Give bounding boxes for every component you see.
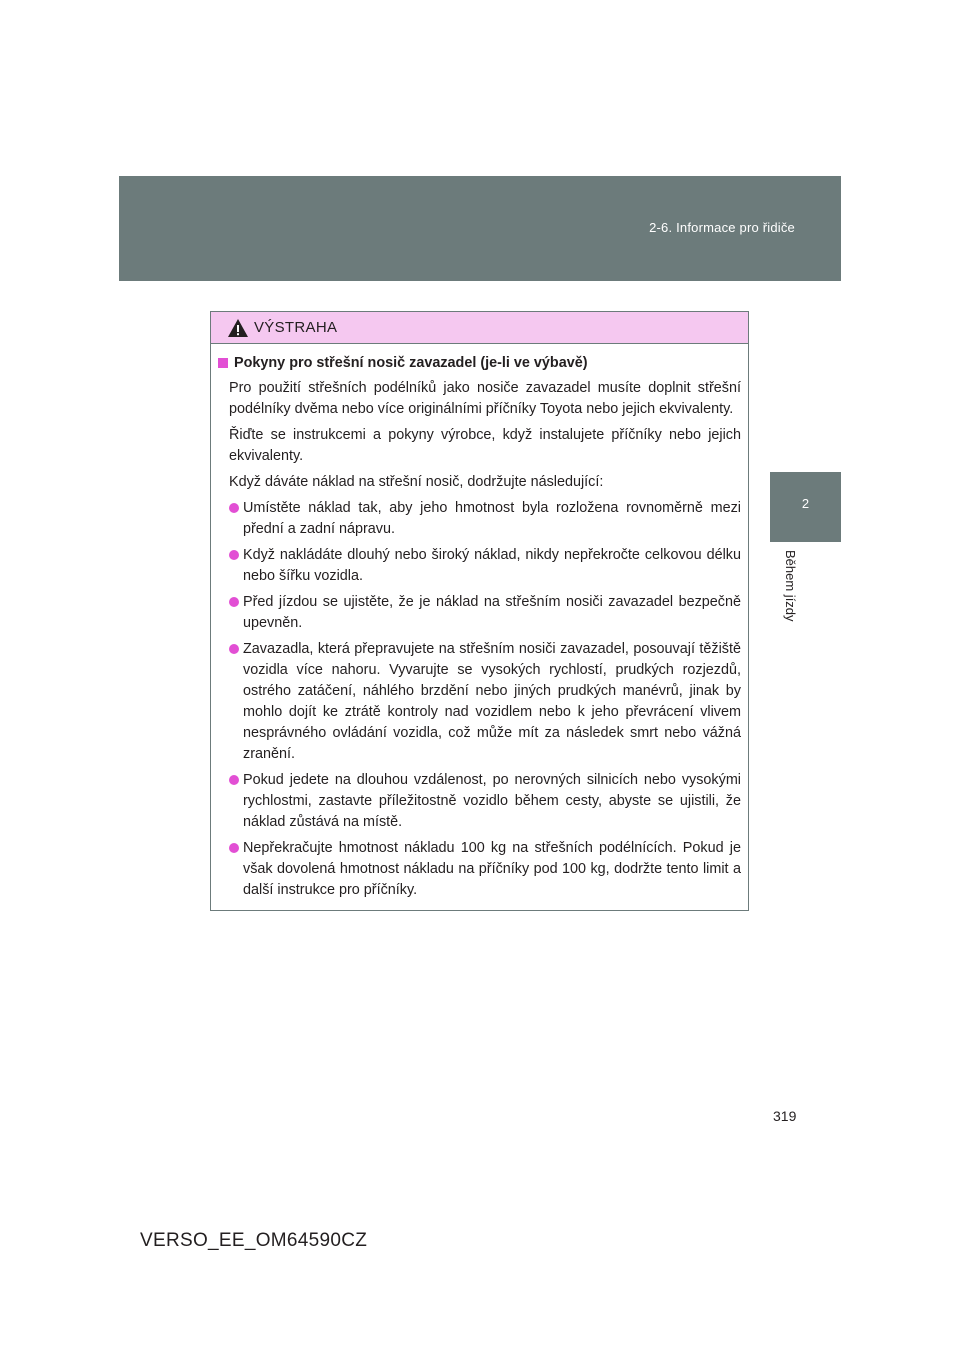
warning-triangle-icon bbox=[227, 318, 249, 338]
bullet-item bbox=[218, 545, 741, 587]
square-bullet-icon bbox=[218, 358, 228, 368]
bullet-item bbox=[218, 838, 741, 901]
document-code: VERSO_EE_OM64590CZ bbox=[140, 1230, 368, 1251]
bullet-text: Před jízdou se ujistěte, že je náklad na střešním nosiči zavazadel bezpečně upevněn. bbox=[243, 594, 741, 631]
chapter-number: 2 bbox=[801, 496, 810, 511]
warning-box bbox=[210, 311, 749, 911]
bullet-item bbox=[218, 770, 741, 833]
paragraph: Když dáváte náklad na střešní nosič, dodržujte následující: bbox=[229, 474, 604, 490]
bullet-item bbox=[218, 498, 741, 540]
bullet-item bbox=[218, 639, 741, 765]
section-title: 2-6. Informace pro řidiče bbox=[649, 220, 795, 235]
round-bullet-icon bbox=[229, 550, 239, 560]
round-bullet-icon bbox=[229, 503, 239, 513]
warning-section-heading bbox=[218, 353, 741, 374]
warning-body bbox=[211, 344, 748, 901]
bullet-text: Nepřekračujte hmotnost nákladu 100 kg na střešních podélnících. Pokud je však dovolená hmotnost nákladu na příčníky pod 100 kg, dodržte tento limit a další instrukce pro příčníky. bbox=[243, 840, 741, 898]
round-bullet-icon bbox=[229, 775, 239, 785]
round-bullet-icon bbox=[229, 597, 239, 607]
warning-header bbox=[211, 312, 748, 344]
warning-section-title: Pokyny pro střešní nosič zavazadel (je-li ve výbavě) bbox=[234, 355, 588, 371]
bullet-text: Umístěte náklad tak, aby jeho hmotnost byla rozložena rovnoměrně mezi přední a zadní nápravu. bbox=[243, 500, 741, 537]
bullet-text: Zavazadla, která přepravujete na střešním nosiči zavazadel, posouvají těžiště vozidla více nahoru. Vyvarujte se vysokých rychlostí, prudkých rozjezdů, ostrého zatáčení, náhlého brzdění nebo jiných prudkých manévrů, jinak by mohlo dojít ke ztrátě kontroly nad vozidlem nebo k jeho převrácení vlivem nesprávného ovládání vozidla, což může mít za následek smrt nebo vážná zranění. bbox=[243, 641, 741, 762]
paragraph: Pro použití střešních podélníků jako nosiče zavazadel musíte doplnit střešní podélníky dvěma nebo více originálními příčníky Toyota nebo jejich ekvivalenty. bbox=[229, 380, 741, 417]
chapter-label: Během jízdy bbox=[783, 550, 798, 622]
bullet-text: Když nakládáte dlouhý nebo široký náklad, nikdy nepřekročte celkovou délku nebo šířku vozidla. bbox=[243, 547, 741, 584]
page-number: 319 bbox=[773, 1108, 797, 1124]
header-band bbox=[119, 176, 841, 281]
paragraph: Řiďte se instrukcemi a pokyny výrobce, když instalujete příčníky nebo jejich ekvivalenty. bbox=[229, 427, 741, 464]
warning-title: VÝSTRAHA bbox=[254, 319, 338, 336]
bullet-item bbox=[218, 592, 741, 634]
round-bullet-icon bbox=[229, 644, 239, 654]
round-bullet-icon bbox=[229, 843, 239, 853]
bullet-text: Pokud jedete na dlouhou vzdálenost, po nerovných silnicích nebo vysokými rychlostmi, zastavte příležitostně vozidlo během cesty, abyste se ujistili, že náklad zůstává na místě. bbox=[243, 772, 741, 830]
chapter-tab bbox=[770, 472, 841, 542]
